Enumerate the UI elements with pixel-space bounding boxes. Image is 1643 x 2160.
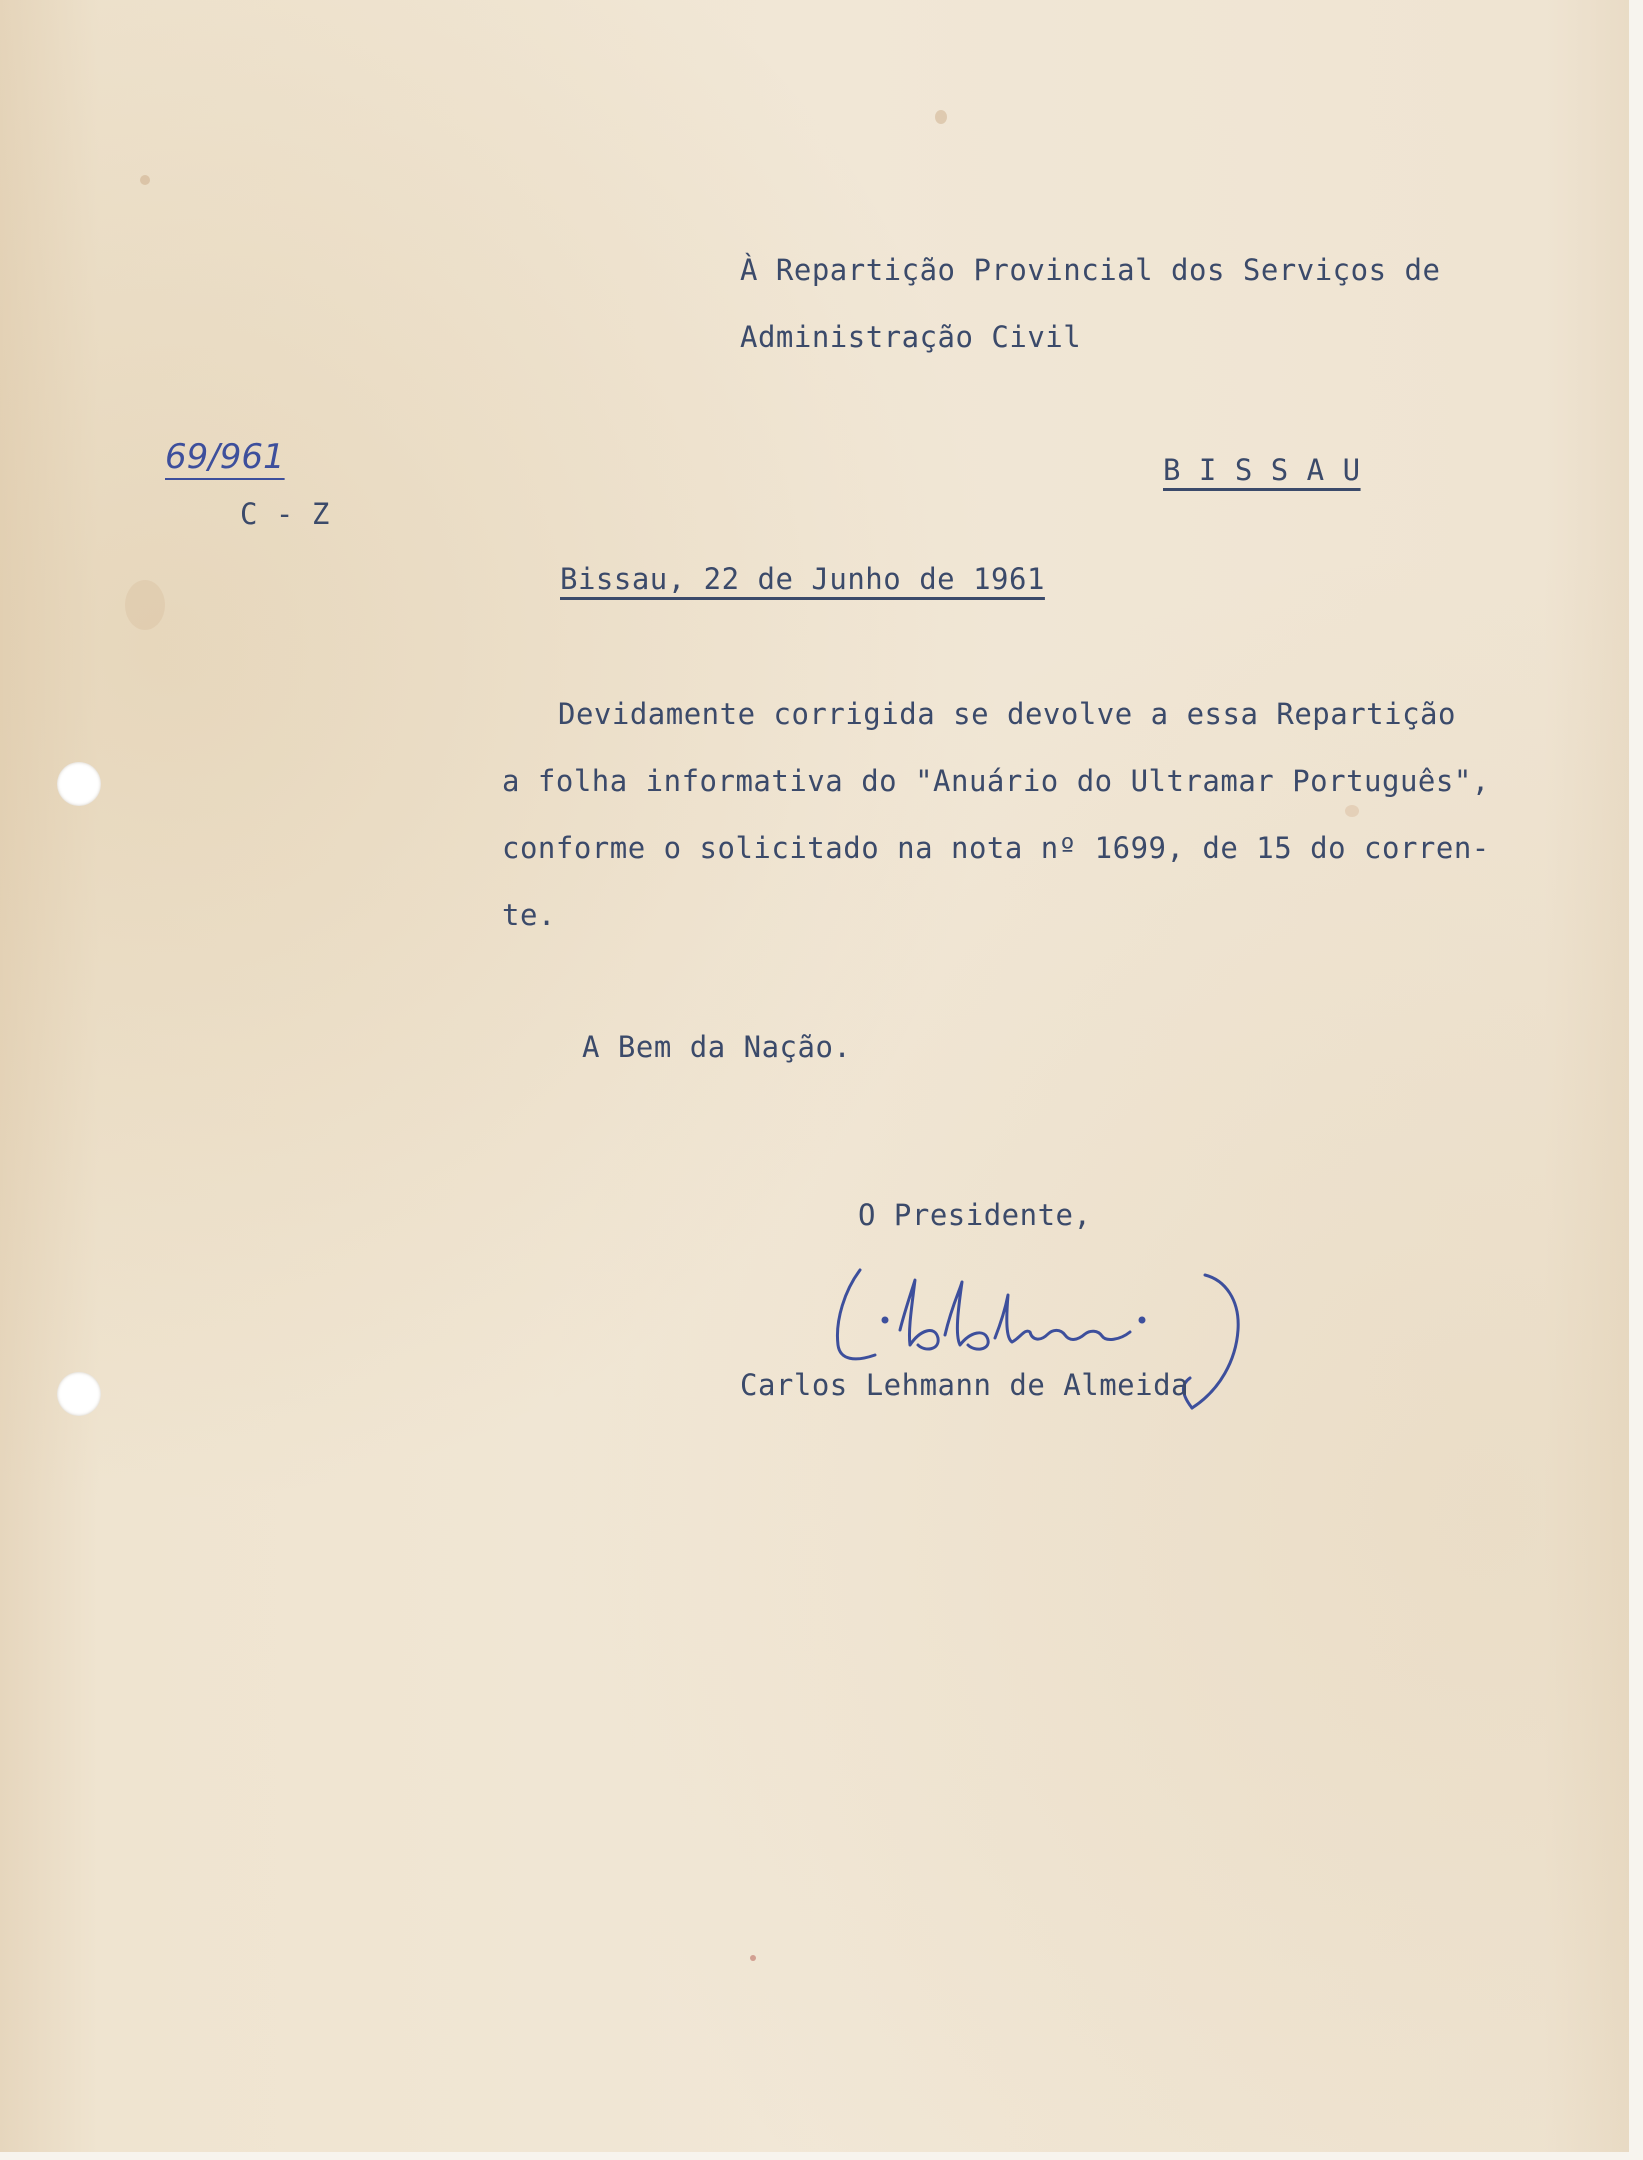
paper-stain <box>750 1955 756 1961</box>
page-edge-bottom <box>0 2152 1643 2160</box>
signatory-title: O Presidente, <box>858 1198 1092 1232</box>
punch-hole-bottom <box>57 1372 101 1416</box>
body-line-3: conforme o solicitado na nota nº 1699, de 15 do corren- <box>502 831 1490 865</box>
body-line-4: te. <box>502 898 556 932</box>
signatory-name: Carlos Lehmann de Almeida <box>740 1368 1189 1402</box>
destination-city: B I S S A U <box>1163 453 1361 487</box>
punch-hole-top <box>57 762 101 806</box>
body-line-1: Devidamente corrigida se devolve a essa Repartição <box>558 697 1456 731</box>
closing-salutation: A Bem da Nação. <box>582 1030 852 1064</box>
reference-code: C - Z <box>240 497 330 531</box>
paper-stain <box>140 175 150 185</box>
page-edge-right <box>1629 0 1643 2160</box>
letter-date: Bissau, 22 de Junho de 1961 <box>560 562 1045 596</box>
reference-number: 69/961 <box>165 437 285 477</box>
paper-stain <box>935 110 947 124</box>
paper-stain <box>1345 805 1359 817</box>
paper-stain <box>125 580 165 630</box>
addressee-line-1: À Repartição Provincial dos Serviços de <box>740 253 1441 287</box>
addressee-line-2: Administração Civil <box>740 320 1082 354</box>
body-line-2: a folha informativa do "Anuário do Ultramar Português", <box>502 764 1490 798</box>
